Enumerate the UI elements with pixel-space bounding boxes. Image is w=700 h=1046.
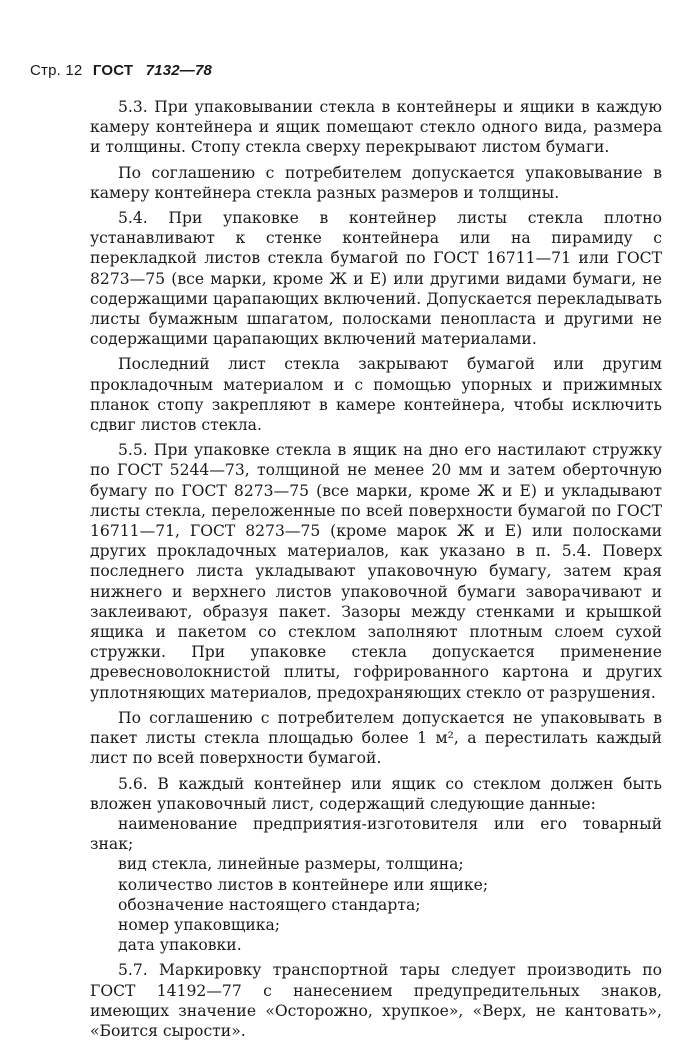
- paragraph-5-5: 5.5. При упаковке стекла в ящик на дно его настилают стружку по ГОСТ 5244—73, толщиной не менее 20 мм и затем оберточную бумагу по ГОСТ 8273—75 (все марки, кроме Ж и Е) и укладывают листы стекла, переложенные по всей поверхности бумагой по ГОСТ 16711—71, ГОСТ 8273—75 (кроме марок Ж и Е) или полосками других прокладочных материалов, как указано в п. 5.4. Поверх последнего листа укладывают упаковочную бумагу, затем края нижнего и верхнего листов упаковочной бумаги заворачивают и заклеивают, образуя пакет. Зазоры между стенками и крышкой ящика и пакетом со стеклом заполняют плотным слоем сухой стружки. При упаковке стекла допускается применение древесноволокнистой плиты, гофрированного картона и других уплотняющих материалов, предохраняющих стекло от разрушения.: [90, 441, 662, 702]
- list-item: дата упаковки.: [118, 936, 242, 955]
- list-item: вид стекла, линейные размеры, толщина;: [118, 855, 464, 874]
- standard-number: 7132—78: [145, 62, 213, 79]
- document-body: [90, 97, 662, 1046]
- list-item: наименование предприятия-изготовителя или его товарный знак;: [90, 814, 662, 854]
- paragraph-5-7: 5.7. Маркировку транспортной тары следует производить по ГОСТ 14192—77 с нанесением предупредительных знаков, имеющих значение «Осторожно, хрупкое», «Верх, не кантовать», «Боится сырости».: [90, 961, 662, 1040]
- list-item: количество листов в контейнере или ящике;: [118, 875, 489, 894]
- paragraph-5-3: 5.3. При упаковывании стекла в контейнеры и ящики в каждую камеру контейнера и ящик помещают стекло одного вида, размера и толщины. Стопу стекла сверху перекрывают листом бумаги.: [90, 98, 662, 157]
- standard-label: ГОСТ: [92, 62, 134, 79]
- paragraph-5-6: 5.6. В каждый контейнер или ящик со стеклом должен быть вложен упаковочный лист, содержащий следующие данные:: [90, 774, 662, 813]
- paragraph-5-4-last-sheet: Последний лист стекла закрывают бумагой или другим прокладочным материалом и с помощью упорных и прижимных планок стопу закрепляют в камере контейнера, чтобы исключить сдвиг листов стекла.: [90, 355, 662, 435]
- page-header: [30, 62, 212, 79]
- list-item: обозначение настоящего стандарта;: [118, 895, 421, 914]
- paragraph-5-3-agreement: По соглашению с потребителем допускается упаковывание в камеру контейнера стекла разных размеров и толщины.: [90, 163, 662, 202]
- paragraph-5-4: 5.4. При упаковке в контейнер листы стекла плотно устанавливают к стенке контейнера или на пирамиду с перекладкой листов стекла бумагой по ГОСТ 16711—71 или ГОСТ 8273—75 (все марки, кроме Ж и Е) или другими видами бумаги, не содержащими царапающих включений. Допускается перекладывать листы бумажным шпагатом, полосками пенопласта и другими не содержащими царапающих включений материалами.: [90, 209, 662, 349]
- page-number: Стр. 12: [30, 62, 83, 79]
- list-item: номер упаковщика;: [118, 915, 281, 934]
- paragraph-5-5-agreement: По соглашению с потребителем допускается не упаковывать в пакет листы стекла площадью более 1 м², а перестилать каждый лист по всей поверхности бумагой.: [90, 708, 662, 768]
